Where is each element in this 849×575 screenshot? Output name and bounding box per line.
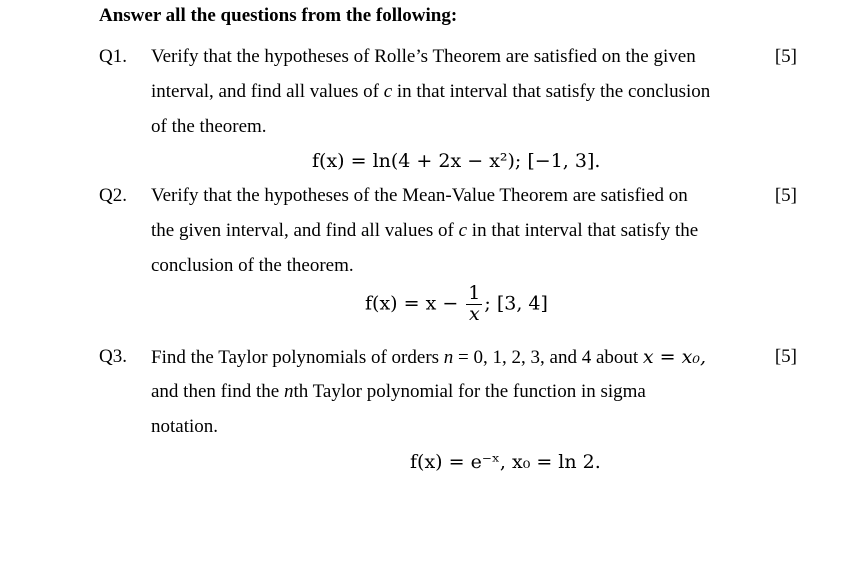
question-3-line-1: Find the Taylor polynomials of orders n = 0, 1, 2, 3, and 4 about x = x₀, bbox=[151, 346, 707, 368]
question-3-number: Q3. bbox=[99, 346, 127, 367]
question-2-marks: [5] bbox=[774, 185, 797, 206]
question-1-formula: f(x) = ln(4 + 2x − x²); [−1, 3]. bbox=[312, 150, 601, 172]
question-3-line-3: notation. bbox=[151, 416, 219, 437]
question-2-line-1: Verify that the hypotheses of the Mean-Value Theorem are satisfied on bbox=[151, 185, 688, 206]
question-1-line-1: Verify that the hypotheses of Rolle’s Theorem are satisfied on the given bbox=[151, 46, 696, 67]
question-1-line-3: of the theorem. bbox=[151, 116, 267, 137]
fraction: $\frac{1}{x}$ bbox=[468, 282, 481, 325]
question-3-marks: [5] bbox=[774, 346, 797, 367]
question-3-formula: f(x) = e⁻ˣ, x₀ = ln 2. bbox=[410, 451, 601, 473]
question-1-marks: [5] bbox=[774, 46, 797, 67]
question-2-number: Q2. bbox=[99, 185, 127, 206]
question-3-line-2: and then find the nth Taylor polynomial for the function in sigma bbox=[151, 381, 646, 402]
question-1-number: Q1. bbox=[99, 46, 127, 67]
instructions-heading: Answer all the questions from the following: bbox=[99, 5, 458, 26]
question-2-formula: f(x) = x − $\frac{1}{x}$ ; [3, 4] bbox=[365, 282, 548, 325]
question-2-line-3: conclusion of the theorem. bbox=[151, 255, 354, 276]
question-1-line-2: interval, and find all values of c in that interval that satisfy the conclusion bbox=[151, 81, 711, 102]
question-2-line-2: the given interval, and find all values of c in that interval that satisfy the bbox=[151, 220, 699, 241]
